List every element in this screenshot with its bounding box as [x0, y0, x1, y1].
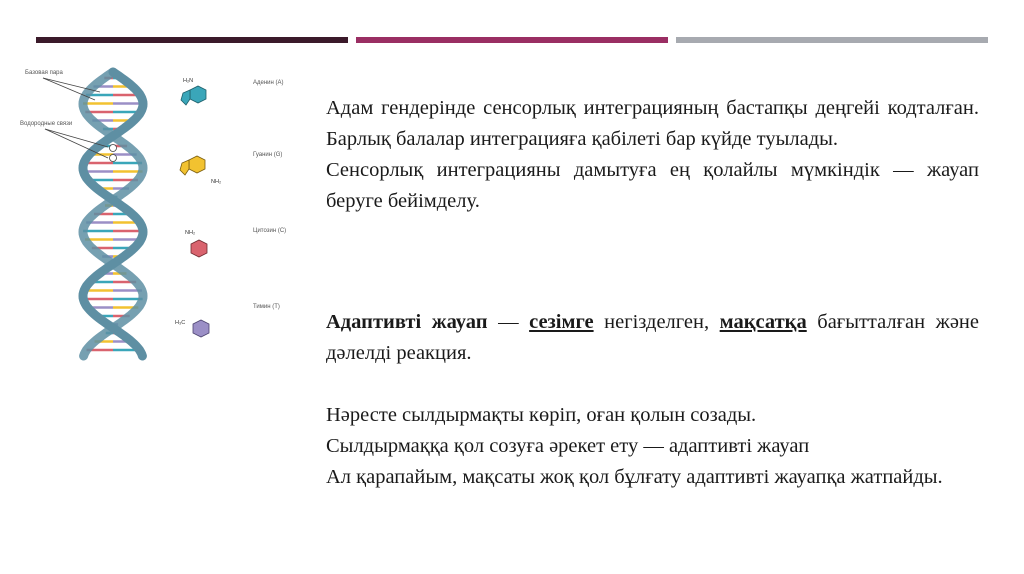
header-bar-dark	[36, 37, 348, 43]
dna-diagram	[15, 62, 300, 362]
base-label-thymine: Тимин (T)	[253, 304, 280, 310]
definition-text-block	[326, 307, 979, 369]
thymine-molecule	[175, 304, 280, 337]
intro-text-block	[326, 93, 979, 217]
label-leader-line	[45, 129, 108, 147]
term-adaptive-response: Адаптивті жауап	[326, 311, 488, 333]
svg-text:H₂N: H₂N	[183, 78, 194, 84]
paragraph-infant-example: Нәресте сылдырмақты көріп, оған қолын созады.	[326, 404, 757, 426]
paragraph-adaptive-response-definition: Адаптивті жауап — сезімге негізделген, мақсатқа бағытталған және дәлелді реакция.	[326, 311, 979, 364]
base-label-guanine: Гуанин (G)	[253, 152, 283, 158]
svg-text:H₃C: H₃C	[175, 320, 186, 326]
paragraph-adaptive-opportunity: Сенсорлық интеграцияны дамытуға ең қолайлы мүмкіндік — жауап беруге бейімделу.	[326, 159, 979, 212]
paragraph-waving-example: Ал қарапайым, мақсаты жоқ қол бұлғату адаптивті жауапқа жатпайды.	[326, 466, 943, 488]
keyword-sensation: сезімге	[529, 311, 594, 333]
example-text-block	[326, 400, 979, 493]
base-label-adenine: Аденин (A)	[253, 80, 284, 86]
svg-text:NH₂: NH₂	[185, 230, 196, 236]
keyword-purpose: мақсатқа	[719, 311, 807, 333]
base-label-cytosine: Цитозин (C)	[253, 228, 287, 234]
hydrogen-bond-marker	[110, 145, 117, 152]
label-base-pair: Базовая пара	[25, 70, 63, 76]
paragraph-reaching-example: Сылдырмаққа қол созуға әрекет ету — адаптивті жауап	[326, 435, 810, 457]
adenine-molecule	[181, 78, 283, 105]
cytosine-molecule	[185, 228, 286, 257]
header-bar-gray	[676, 37, 988, 43]
label-hydrogen-bonds: Водородные связи	[20, 121, 73, 127]
paragraph-sensory-integration: Адам гендерінде сенсорлық интеграцияның бастапқы деңгейі кодталған. Барлық балалар интеграцияға қабілеті бар күйде туылады.	[326, 97, 979, 150]
svg-text:NH₂: NH₂	[211, 179, 222, 185]
guanine-molecule	[180, 152, 282, 185]
header-bar-magenta	[356, 37, 668, 43]
hydrogen-bond-marker	[110, 155, 117, 162]
